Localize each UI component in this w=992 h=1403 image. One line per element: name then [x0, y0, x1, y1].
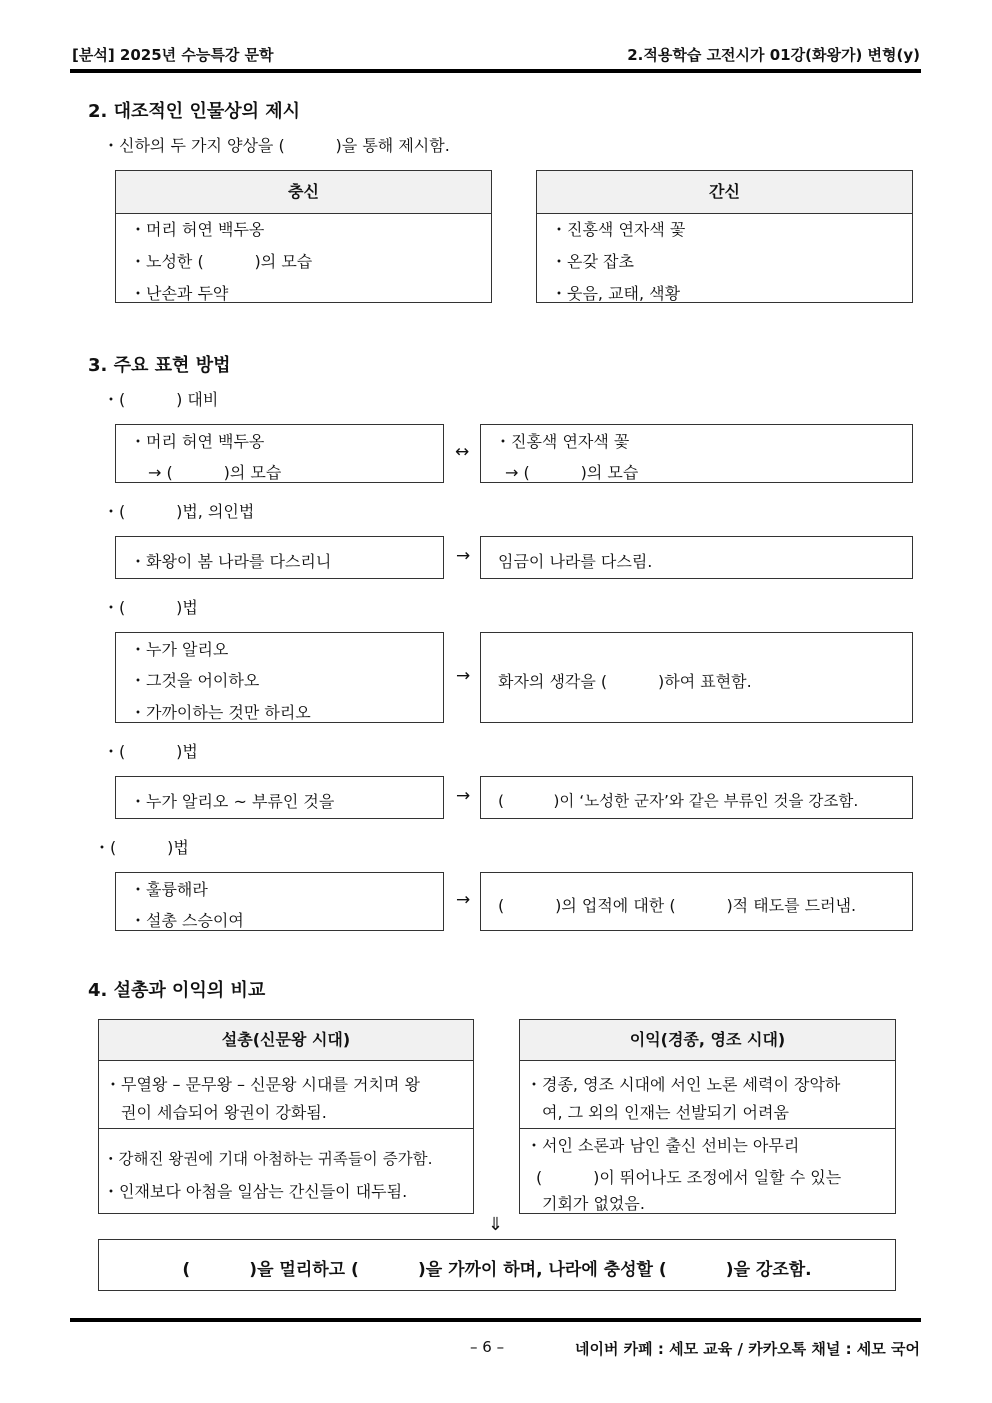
- loyal-subject-table: [115, 170, 492, 303]
- method-5-label: ・( )법: [94, 838, 189, 857]
- traitor-item: ・온갖 잡초: [551, 252, 634, 271]
- method-3-left-line: ・가까이하는 것만 하리오: [130, 703, 311, 722]
- method-1-right-box: [480, 424, 913, 483]
- method-5-left-line: ・설총 스승이여: [130, 911, 244, 930]
- seolchong-heading: 설총(신문왕 시대): [99, 1020, 473, 1061]
- traitor-item: ・웃음, 교태, 색황: [551, 284, 681, 303]
- right-arrow-icon: →: [456, 890, 471, 910]
- traitor-item: ・진홍색 연자색 꽃: [551, 220, 686, 239]
- footer-rule: [70, 1318, 921, 1322]
- section-2-title: 2. 대조적인 인물상의 제시: [88, 101, 301, 122]
- yiik-cell1-line: 여, 그 외의 인재는 선발되기 어려움: [542, 1103, 789, 1122]
- down-arrow-icon: ⇓: [488, 1214, 504, 1235]
- method-5-left-box: [115, 872, 444, 931]
- right-arrow-icon: →: [456, 786, 471, 806]
- yiik-cell2-line: ( )이 뛰어나도 조정에서 일할 수 있는: [536, 1168, 842, 1187]
- loyal-subject-heading: 충신: [116, 171, 491, 214]
- seolchong-cell1-line: 권이 세습되어 왕권이 강화됨.: [121, 1103, 327, 1122]
- method-2-label: ・( )법, 의인법: [103, 502, 255, 521]
- yiik-heading: 이익(경종, 영조 시대): [520, 1020, 895, 1061]
- method-1-label: ・( ) 대비: [103, 390, 219, 409]
- seolchong-cell2-line: ・강해진 왕권에 기대 아첨하는 귀족들이 증가함.: [103, 1150, 433, 1168]
- double-arrow-icon: ↔: [455, 442, 470, 462]
- loyal-item: ・난손과 두약: [130, 284, 229, 303]
- method-2-right-text: 임금이 나라를 다스림.: [498, 552, 653, 571]
- loyal-item: ・노성한 ( )의 모습: [130, 252, 313, 271]
- yiik-cell2-line: ・서인 소론과 남인 출신 선비는 아무리: [526, 1136, 800, 1155]
- method-3-label: ・( )법: [103, 598, 198, 617]
- footer-source: 네이버 카페 : 세모 교육 / 카카오톡 채널 : 세모 국어: [574, 1340, 920, 1358]
- method-3-left-box: [115, 632, 444, 723]
- traitor-subject-table: [536, 170, 913, 303]
- method-1-left-line: ・머리 허연 백두옹: [130, 432, 265, 451]
- cell-divider: [99, 1128, 473, 1129]
- right-arrow-icon: →: [456, 546, 471, 566]
- method-5-right-box: [480, 872, 913, 931]
- method-4-left-line: ・누가 알리오 ~ 부류인 것을: [130, 792, 335, 811]
- conclusion-box: [98, 1239, 896, 1291]
- traitor-subject-heading: 간신: [537, 171, 912, 214]
- seolchong-cell1-line: ・무열왕 – 문무왕 – 신문왕 시대를 거치며 왕: [105, 1075, 420, 1094]
- method-1-right-line: ・진홍색 연자색 꽃: [495, 432, 630, 451]
- yiik-cell1-line: ・경종, 영조 시대에 서인 노론 세력이 장악하: [526, 1075, 841, 1094]
- method-1-left-box: [115, 424, 444, 483]
- seolchong-table: [98, 1019, 474, 1214]
- method-4-left-box: [115, 776, 444, 819]
- method-3-right-box: [480, 632, 913, 723]
- section-2-intro: ・신하의 두 가지 양상을 ( )을 통해 제시함.: [103, 136, 450, 155]
- method-2-right-box: [480, 536, 913, 579]
- header-rule: [70, 69, 921, 73]
- right-arrow-icon: →: [456, 666, 471, 686]
- method-2-left-box: [115, 536, 444, 579]
- section-4-title: 4. 설총과 이익의 비교: [88, 980, 266, 1001]
- method-1-right-line: → ( )의 모습: [505, 463, 639, 482]
- conclusion-text: ( )을 멀리하고 ( )을 가까이 하며, 나라에 충성할 ( )을 강조함.: [182, 1260, 812, 1280]
- method-3-left-line: ・누가 알리오: [130, 640, 229, 659]
- section-3-title: 3. 주요 표현 방법: [88, 355, 231, 376]
- method-4-right-text: ( )이 ‘노성한 군자’와 같은 부류인 것을 강조함.: [498, 792, 859, 810]
- method-3-left-line: ・그것을 어이하오: [130, 671, 260, 690]
- page-number: – 6 –: [470, 1338, 505, 1356]
- method-2-left-line: ・화왕이 봄 나라를 다스리니: [130, 552, 332, 571]
- yiik-cell2-line: 기회가 없었음.: [542, 1194, 645, 1213]
- cell-divider: [520, 1128, 895, 1129]
- method-1-left-line: → ( )의 모습: [148, 463, 282, 482]
- method-5-right-text: ( )의 업적에 대한 ( )적 태도를 드러냄.: [498, 896, 857, 915]
- header-left: [분석] 2025년 수능특강 문학: [72, 46, 274, 64]
- method-3-right-text: 화자의 생각을 ( )하여 표현함.: [498, 672, 752, 691]
- yiik-table: [519, 1019, 896, 1214]
- seolchong-cell2-line: ・인재보다 아첨을 일삼는 간신들이 대두됨.: [103, 1182, 408, 1201]
- loyal-item: ・머리 허연 백두옹: [130, 220, 265, 239]
- method-5-left-line: ・훌륭해라: [130, 880, 208, 899]
- header-right: 2.적용학습 고전시가 01강(화왕가) 변형(y): [627, 46, 920, 64]
- method-4-right-box: [480, 776, 913, 819]
- method-4-label: ・( )법: [103, 742, 198, 761]
